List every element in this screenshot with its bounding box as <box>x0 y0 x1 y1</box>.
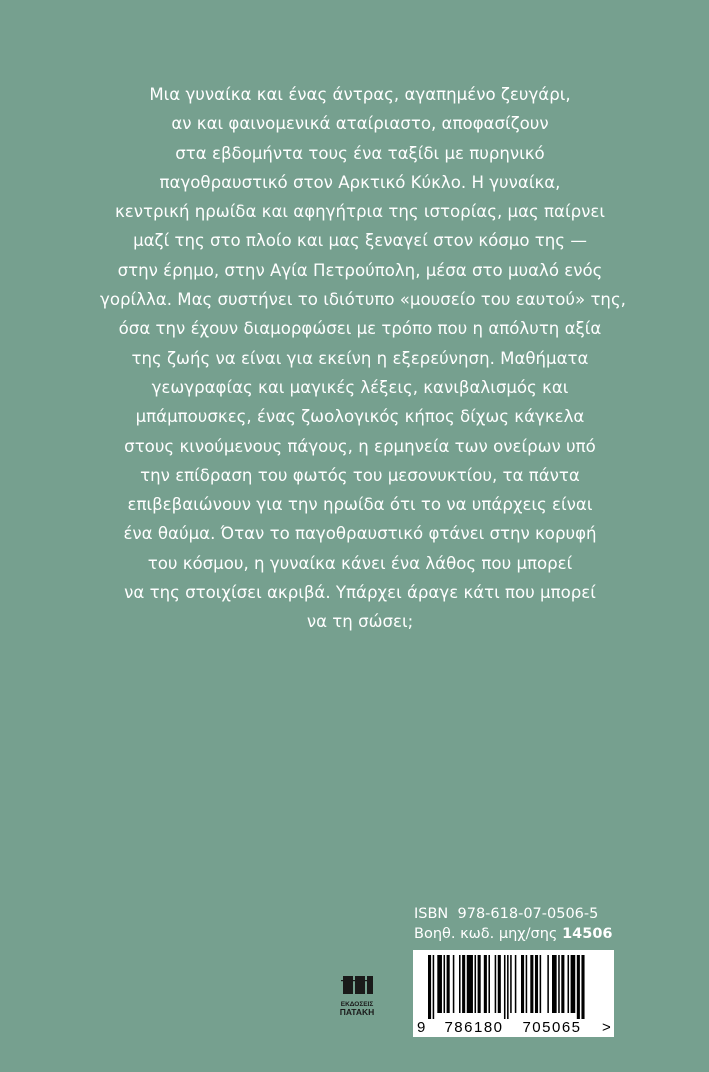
barcode-bar <box>444 955 446 1013</box>
isbn-info <box>414 904 614 944</box>
barcode-bar <box>581 955 584 1019</box>
barcode-bar <box>577 955 580 1019</box>
barcode-bar <box>495 955 497 1013</box>
barcode-bar <box>547 955 549 1013</box>
blurb-line: στην έρημο, στην Αγία Πετρούπολη, μέσα στο μυαλό ενός <box>117 260 603 280</box>
isbn-label: ISBN <box>414 906 449 922</box>
blurb-line: κεντρική ηρωίδα και αφηγήτρια της ιστορίας, μας παίρνει <box>115 202 605 222</box>
barcode-bar <box>540 955 542 1013</box>
barcode-bar <box>510 955 512 1013</box>
barcode-bar <box>571 955 576 1013</box>
blurb-line: επιβεβαιώνουν για την ηρωίδα ότι το να υπάρχεις είναι <box>127 495 593 515</box>
barcode-bar <box>488 955 490 1013</box>
back-cover-blurb <box>100 80 626 637</box>
barcode-bar <box>433 955 435 1019</box>
barcode-bar <box>521 955 524 1013</box>
blurb-line: της ζωής να είναι για εκείνη η εξερεύνηση. Μαθήματα <box>131 348 589 368</box>
blurb-line: γεωγραφίας και μαγικές λέξεις, κανιβαλισμός και <box>151 377 569 397</box>
barcode-bar <box>526 955 528 1013</box>
isbn-number: 978-618-07-0506-5 <box>457 906 599 922</box>
publisher-line2: ΠΑΤΑΚΗ <box>339 1007 375 1017</box>
barcode-bar <box>552 955 557 1013</box>
blurb-line: την επίδραση του φωτός του μεσονυκτίου, τα πάντα <box>140 465 580 485</box>
aux-code-row <box>414 924 614 944</box>
blurb-line: όσα την έχουν διαμορφώσει με τρόπο που η απόλυτη αξία <box>118 319 602 339</box>
barcode-bar <box>530 955 533 1013</box>
barcode-bar <box>453 955 455 1013</box>
barcode-digit-first: 9 <box>417 1019 426 1036</box>
barcode-bar <box>475 955 477 1013</box>
barcode-bar <box>568 955 570 1013</box>
aux-code-label: Βοηθ. κωδ. μηχ/σης <box>414 926 558 942</box>
publisher-line1: ΕΚΔΟΣΕΙΣ <box>340 1001 374 1008</box>
barcode-bar <box>515 955 517 1013</box>
book-stack-icon <box>341 976 373 998</box>
barcode-bar <box>535 955 538 1013</box>
barcode-digits-right: 705065 <box>522 1019 582 1036</box>
blurb-line: ένα θαύμα. Όταν το παγοθραυστικό φτάνει στην κορυφή <box>123 524 597 544</box>
barcode-bar <box>428 955 431 1019</box>
blurb-line: γορίλλα. Μας συστήνει το ιδιότυπο «μουσείο του εαυτού» της, <box>100 290 626 310</box>
barcode-end-mark: > <box>602 1019 611 1036</box>
blurb-line: στους κινούμενους πάγους, η ερμηνεία των ονείρων υπό <box>124 436 596 456</box>
blurb-line: μπάμπουσκες, ένας ζωολογικός κήπος δίχως κάγκελα <box>135 407 585 427</box>
blurb-line: παγοθραυστικό στον Αρκτικό Κύκλο. Η γυναίκα, <box>159 172 561 192</box>
blurb-line: να τη σώσει; <box>306 612 414 632</box>
barcode-bar <box>484 955 487 1013</box>
barcode-bars <box>428 955 585 1019</box>
barcode-bar <box>459 955 461 1013</box>
barcode-bar <box>498 955 501 1013</box>
barcode-bar <box>558 955 560 1013</box>
barcode-bar <box>478 955 481 1013</box>
barcode-bar <box>561 955 564 1013</box>
blurb-line: να της στοιχίσει ακριβά. Υπάρχει άραγε κάτι που μπορεί <box>124 583 596 603</box>
barcode-bar <box>467 955 473 1013</box>
barcode-graphic <box>414 951 613 1036</box>
isbn-barcode <box>413 950 614 1037</box>
aux-code-number: 14506 <box>562 926 613 942</box>
barcode-bar <box>447 955 450 1013</box>
barcode-bar <box>462 955 465 1013</box>
barcode-digits-left: 786180 <box>444 1019 504 1036</box>
publisher-logo <box>339 974 375 1020</box>
barcode-bar <box>437 955 442 1013</box>
publisher-logo-graphic <box>339 974 375 1020</box>
blurb-line: στα εβδομήντα τους ένα ταξίδι με πυρηνικό <box>175 143 545 163</box>
isbn-row <box>414 904 614 924</box>
blurb-line: μαζί της στο πλοίο και μας ξεναγεί στον κόσμο της — <box>133 231 587 251</box>
blurb-line: αν και φαινομενικά αταίριαστο, αποφασίζουν <box>171 114 549 134</box>
barcode-bar <box>504 955 506 1019</box>
blurb-line: του κόσμου, η γυναίκα κάνει ένα λάθος που μπορεί <box>147 553 573 573</box>
barcode-bar <box>507 955 509 1019</box>
blurb-line: Μια γυναίκα και ένας άντρας, αγαπημένο ζευγάρι, <box>149 85 571 104</box>
